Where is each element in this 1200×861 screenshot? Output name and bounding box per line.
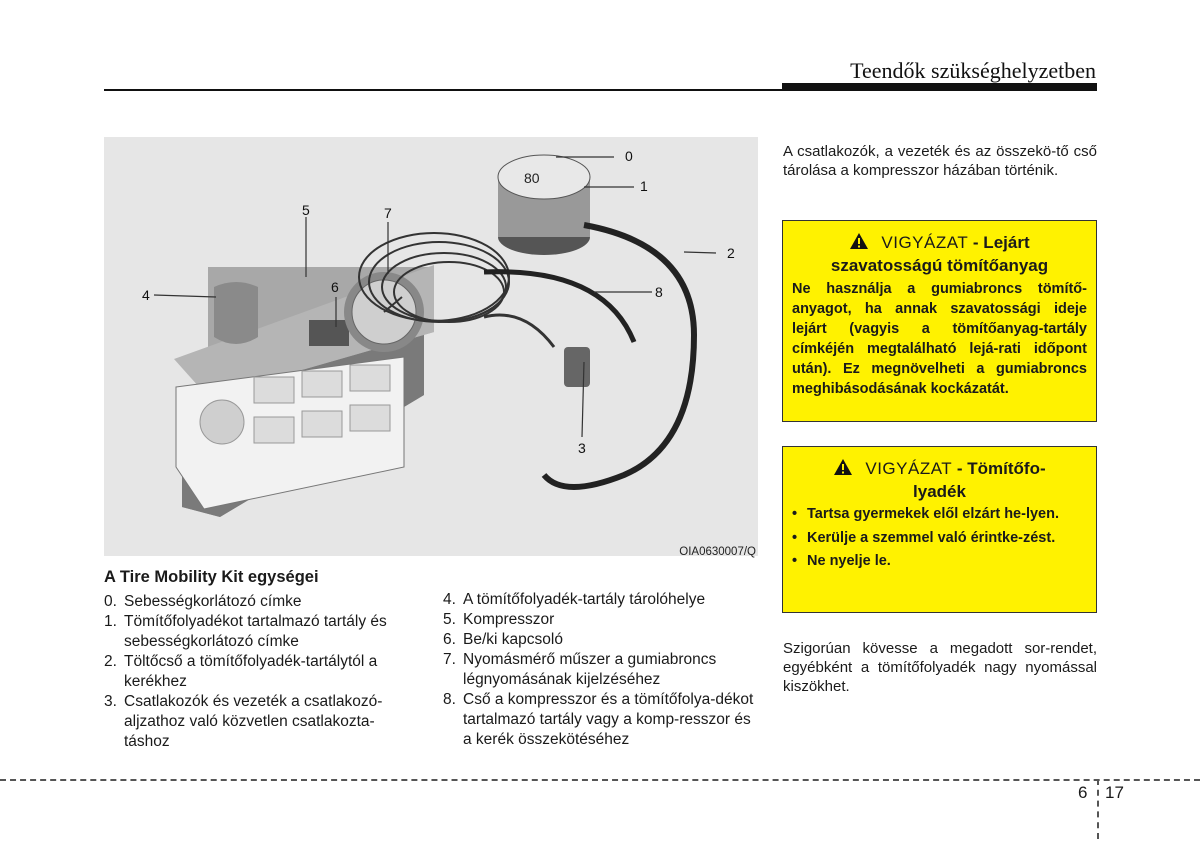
item-text: Be/ki kapcsoló xyxy=(463,631,563,648)
item-number: 6. xyxy=(443,631,456,648)
page-number-separator xyxy=(1097,779,1099,839)
callout-2: 2 xyxy=(727,245,735,261)
page-number: 17 xyxy=(1105,783,1124,802)
footer-dashed-rule xyxy=(0,779,1200,781)
callout-4: 4 xyxy=(142,287,150,303)
list-item xyxy=(104,592,418,612)
page-header-title: Teendők szükséghelyzetben xyxy=(850,58,1096,83)
item-text: Csatlakozók és vezeték a csatlakozó-aljzathoz való közvetlen csatlakozta-táshoz xyxy=(124,693,383,750)
header-rule xyxy=(104,89,782,91)
callout-0: 0 xyxy=(625,148,633,164)
warning-triangle-icon xyxy=(833,458,853,476)
warning-triangle-icon xyxy=(849,232,869,250)
item-number: 3. xyxy=(104,693,117,710)
warning-label: VIGYÁZAT xyxy=(865,459,953,478)
item-number: 5. xyxy=(443,611,456,628)
item-text: Sebességkorlátozó címke xyxy=(124,593,302,610)
warning-heading xyxy=(783,447,1096,503)
callout-1: 1 xyxy=(640,178,648,194)
warning-title-part1: - Tömítőfo- xyxy=(952,459,1046,478)
item-number: 1. xyxy=(104,613,117,630)
warning-box-sealant-fluid xyxy=(782,446,1097,613)
list-item: • Tartsa gyermekek elől elzárt he-lyen. xyxy=(792,505,1087,525)
callout-3: 3 xyxy=(578,440,586,456)
item-number: 7. xyxy=(443,651,456,668)
svg-text:80: 80 xyxy=(524,170,540,186)
warning-title-part2: lyadék xyxy=(913,482,966,501)
parts-list-right xyxy=(443,590,759,750)
item-text: Kompresszor xyxy=(463,611,555,628)
warning-list xyxy=(783,503,1096,572)
parts-list-title: A Tire Mobility Kit egységei xyxy=(104,568,319,586)
warning-title-part2: szavatosságú tömítőanyag xyxy=(830,256,1049,275)
section-number: 6 xyxy=(1078,783,1088,802)
closing-paragraph: Szigorúan kövesse a megadott sor-rendet, egyébként a tömítőfolyadék nagy nyomással kiszökhet. xyxy=(783,640,1097,695)
callout-8: 8 xyxy=(655,284,663,300)
callout-6: 6 xyxy=(331,279,339,295)
figure-code: OIA0630007/Q xyxy=(679,546,756,558)
item-number: 8. xyxy=(443,691,456,708)
item-text: Töltőcső a tömítőfolyadék-tartálytól a kerékhez xyxy=(124,653,378,690)
kit-illustration xyxy=(104,137,758,556)
header-bar xyxy=(782,83,1097,91)
list-item xyxy=(443,650,759,690)
callout-5: 5 xyxy=(302,202,310,218)
parts-list-left xyxy=(104,592,418,752)
item-number: 2. xyxy=(104,653,117,670)
list-item xyxy=(443,690,759,750)
list-item: • Ne nyelje le. xyxy=(792,552,1087,572)
warning-title-part1: - Lejárt xyxy=(968,233,1030,252)
item-number: 0. xyxy=(104,593,117,610)
warning-body: Ne használja a gumiabroncs tömítő-anyagot, ha annak szavatossági ideje lejárt (vagyis a tömítőanyag-tartály címkéjén megtalálható lejá-rati időpont után). Ez megnövelheti a gumiabroncs meghibásodásának kockázatát. xyxy=(792,281,1087,397)
warning-label: VIGYÁZAT xyxy=(881,233,969,252)
list-item xyxy=(104,652,418,692)
item-text: Cső a kompresszor és a tömítőfolya-dékot tartalmazó tartály vagy a komp-resszor és a kerék összekötéséhez xyxy=(463,691,754,748)
list-item xyxy=(443,610,759,630)
list-item: • Kerülje a szemmel való érintke-zést. xyxy=(792,529,1087,549)
intro-paragraph: A csatlakozók, a vezeték és az összekö-tő cső tárolása a kompresszor házában történik. xyxy=(783,143,1097,179)
item-text: Tömítőfolyadékot tartalmazó tartály és sebességkorlátozó címke xyxy=(124,613,387,650)
item-number: 4. xyxy=(443,591,456,608)
warning-heading xyxy=(783,221,1096,277)
item-text: A tömítőfolyadék-tartály tárolóhelye xyxy=(463,591,706,608)
warning-box-expired-sealant xyxy=(782,220,1097,422)
list-item xyxy=(443,590,759,610)
item-text: Nyomásmérő műszer a gumiabroncs légnyomásának kijelzéséhez xyxy=(463,651,717,688)
callout-7: 7 xyxy=(384,205,392,221)
list-item xyxy=(104,692,418,752)
list-item xyxy=(104,612,418,652)
list-item xyxy=(443,630,759,650)
tire-mobility-kit-figure xyxy=(104,137,758,556)
